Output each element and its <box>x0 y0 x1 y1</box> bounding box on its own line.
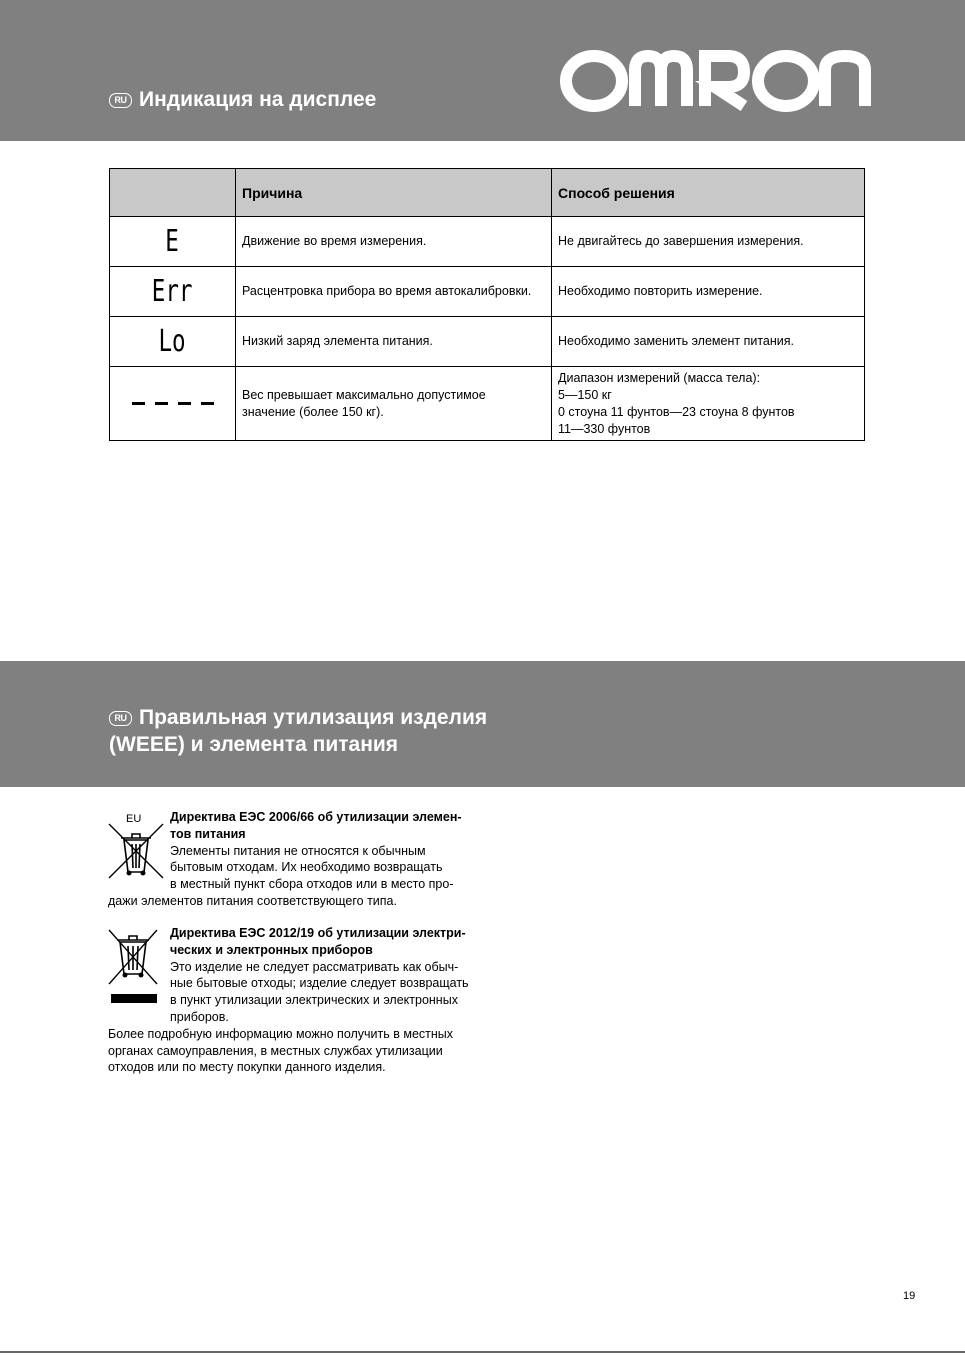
weee-directive-text <box>108 925 498 1076</box>
page-number: 19 <box>903 1290 916 1302</box>
bottom-divider <box>0 1351 965 1353</box>
weee-directive-title: Директива ЕЭС 2012/19 об утилизации электри- <box>170 926 466 940</box>
table-header-row <box>110 169 865 217</box>
weee-directive-line: ные бытовые отходы; изделие следует возвращать <box>170 976 469 991</box>
lcd-symbol-lo: Lo <box>158 323 187 359</box>
weee-section-band <box>0 661 965 787</box>
table-header-solution: Способ решения <box>552 169 865 217</box>
table-row <box>110 217 865 267</box>
weee-directive-line: в пункт утилизации электрических и электронных <box>170 993 458 1008</box>
solution-line: Диапазон измерений (масса тела): <box>558 370 761 385</box>
display-symbol <box>110 267 236 317</box>
eu-label: EU <box>126 813 142 825</box>
weee-directive-line: приборов. <box>170 1009 229 1024</box>
solution-cell <box>552 367 865 441</box>
weee-directive-line: Это изделие не следует рассматривать как обыч- <box>170 959 459 974</box>
cause-cell <box>236 367 552 441</box>
ru-language-badge: RU <box>109 93 132 108</box>
solution-cell: Необходимо повторить измерение. <box>552 267 865 317</box>
omron-logo <box>560 50 878 112</box>
solution-line: 11—330 фунтов <box>558 421 651 436</box>
cause-cell: Расцентровка прибора во время автокалибровки. <box>236 267 552 317</box>
battery-directive-line: в местный пункт сбора отходов или в место про- <box>170 877 454 892</box>
header-band <box>0 0 965 141</box>
weee-title-line1: Правильная утилизация изделия <box>139 706 488 729</box>
display-symbol <box>110 367 236 441</box>
weee-title-line2: (WEEE) и элемента питания <box>109 733 399 756</box>
display-symbol <box>110 217 236 267</box>
weee-directive-line: отходов или по месту покупки данного изделия. <box>108 1060 386 1075</box>
page-title <box>109 86 376 113</box>
weee-directive-line: органах самоуправления, в местных службах утилизации <box>108 1043 443 1058</box>
battery-directive-line: бытовым отходам. Их необходимо возвращать <box>170 860 443 875</box>
solution-line: 0 стоуна 11 фунтов—23 стоуна 8 фунтов <box>558 404 795 419</box>
cause-cell: Движение во время измерения. <box>236 217 552 267</box>
weee-directive-line: Более подробную информацию можно получить в местных <box>108 1026 454 1041</box>
battery-directive-title: тов питания <box>170 826 246 841</box>
battery-directive-line: Элементы питания не относятся к обычным <box>170 843 426 858</box>
ru-language-badge: RU <box>109 711 132 726</box>
battery-directive-text <box>108 809 488 910</box>
lcd-symbol-e: E <box>165 223 180 259</box>
display-symbol <box>110 317 236 367</box>
table-header-symbol <box>110 169 236 217</box>
battery-directive-line: дажи элементов питания соответствующего типа. <box>108 893 397 908</box>
weee-section-title <box>109 704 487 758</box>
page-title-text: Индикация на дисплее <box>139 88 377 111</box>
table-header-cause: Причина <box>236 169 552 217</box>
weee-directive-title: ческих и электронных приборов <box>170 942 373 957</box>
solution-cell: Не двигайтесь до завершения измерения. <box>552 217 865 267</box>
battery-directive-title: Директива ЕЭС 2006/66 об утилизации элемен- <box>170 810 462 824</box>
solution-cell: Необходимо заменить элемент питания. <box>552 317 865 367</box>
table-row <box>110 317 865 367</box>
table-row <box>110 267 865 317</box>
lcd-symbol-dashes-text <box>173 405 174 406</box>
cause-cell: Низкий заряд элемента питания. <box>236 317 552 367</box>
table-row <box>110 367 865 441</box>
solution-line: 5—150 кг <box>558 387 612 402</box>
lcd-symbol-err: Err <box>152 273 193 309</box>
lcd-symbol-dashes <box>110 402 235 405</box>
display-indication-table <box>109 168 865 441</box>
cause-text: Вес превышает максимально допустимое значение (более 150 кг). <box>242 387 486 419</box>
